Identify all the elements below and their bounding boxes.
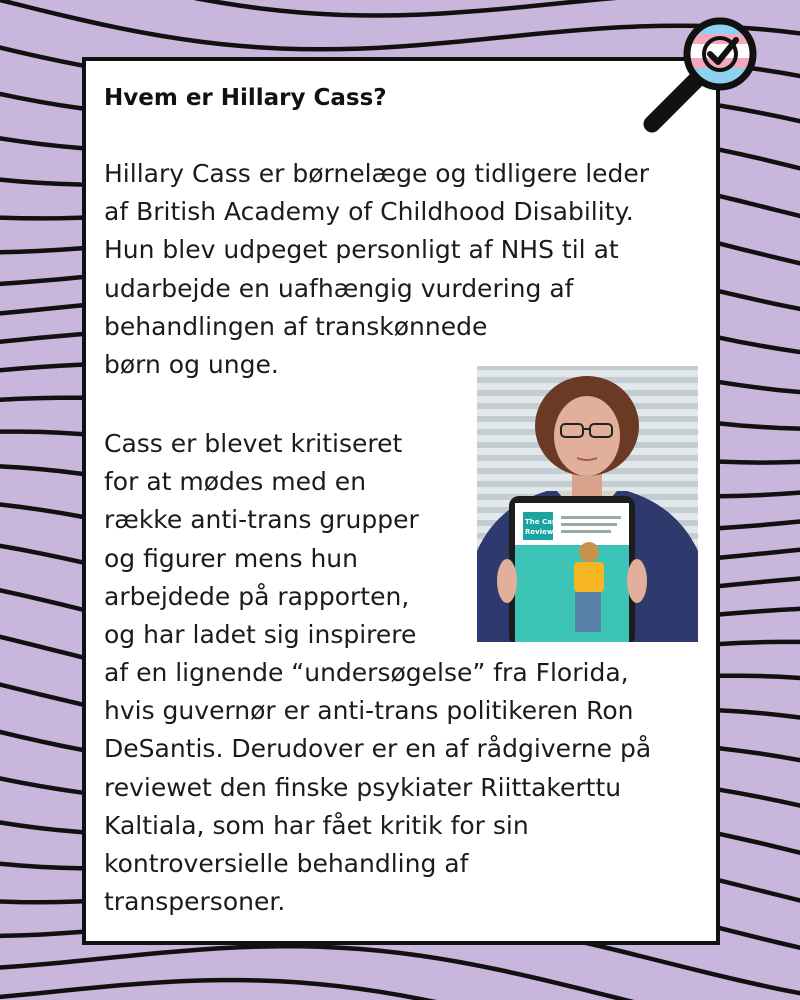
text-line: reviewet den finske psykiater Riittakerttu <box>104 772 622 802</box>
text-line: transpersoner. <box>104 887 286 917</box>
criticism-paragraph-continued <box>104 654 714 921</box>
text-line: Hun blev udpeget personligt af NHS til at <box>104 235 619 265</box>
text-line: hvis guvernør er anti-trans politikeren Ron <box>104 696 634 726</box>
text-line: Cass er blevet kritiseret <box>104 429 403 458</box>
text-line: Kaltiala, som har fået kritik for sin <box>104 810 529 840</box>
criticism-paragraph <box>104 425 454 654</box>
magnifier-check-icon <box>636 14 764 138</box>
text-line: DeSantis. Derudover er en af rådgiverne på <box>104 734 652 764</box>
text-line: børn og unge. <box>104 350 279 380</box>
text-line: række anti-trans grupper <box>104 505 419 535</box>
tablet-title-line: Review <box>525 528 554 536</box>
intro-paragraph <box>104 155 714 384</box>
tablet-title-line: The Cass <box>525 518 561 526</box>
background-wave-line <box>0 980 800 1000</box>
text-line: arbejdede på rapporten, <box>104 581 410 611</box>
text-line: og figurer mens hun <box>104 543 358 573</box>
card-title: Hvem er Hillary Cass? <box>104 85 387 111</box>
text-line: Hillary Cass er børnelæge og tidligere leder <box>104 159 650 188</box>
text-line: og har ladet sig inspirere <box>104 620 417 650</box>
text-line: kontroversielle behandling af <box>104 849 469 879</box>
text-line: af British Academy of Childhood Disability. <box>104 197 634 227</box>
hillary-cass-photo <box>477 366 698 642</box>
text-line: udarbejde en uafhængig vurdering af <box>104 273 574 303</box>
info-card <box>82 57 720 945</box>
background-wave-line <box>0 946 800 1000</box>
text-line: af en lignende “undersøgelse” fra Florida, <box>104 658 629 687</box>
text-line: behandlingen af transkønnede <box>104 311 488 341</box>
text-line: for at mødes med en <box>104 467 367 497</box>
